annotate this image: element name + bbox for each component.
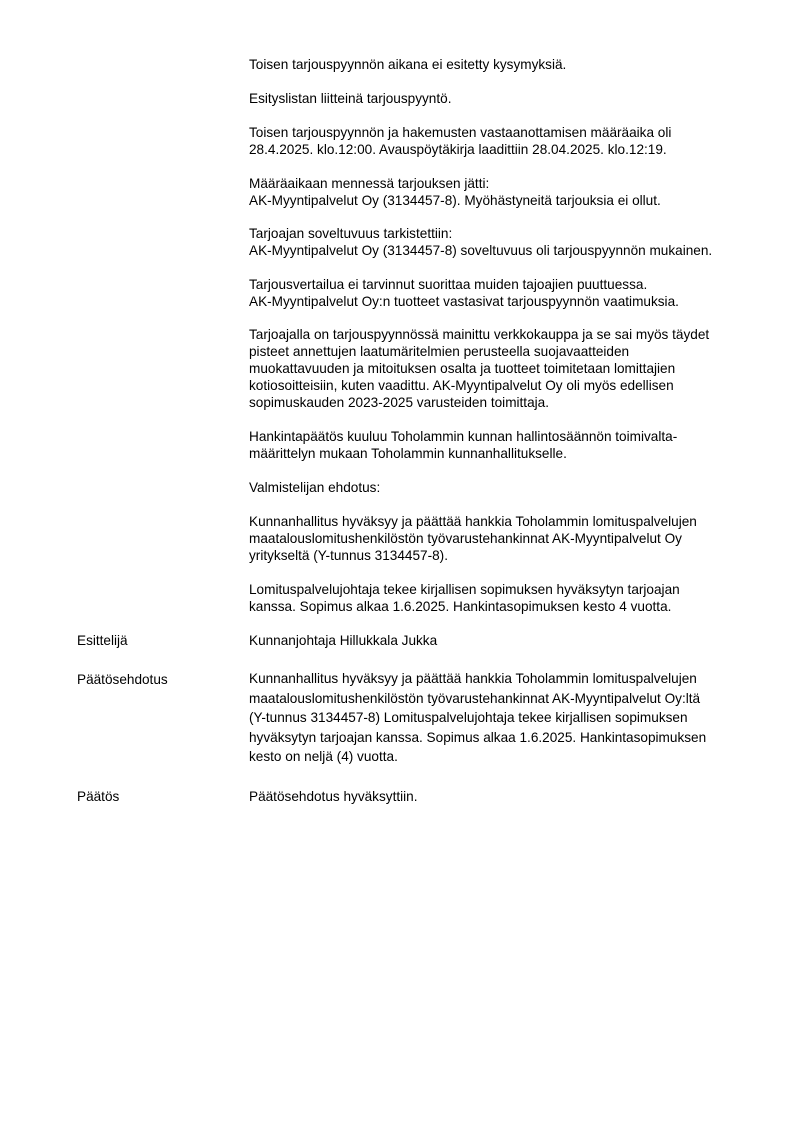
proposal-line: Kunnanhallitus hyväksyy ja päättää hankkia Toholammin lomituspalvelujen [249,671,697,686]
paragraph-line: Tarjoajan soveltuvuus tarkistettiin: [249,226,453,241]
paragraph-line: määrittelyn mukaan Toholammin kunnanhallitukselle. [249,446,567,461]
paragraph-line: AK-Myyntipalvelut Oy:n tuotteet vastasivat tarjouspyynnön vaatimuksia. [249,294,679,309]
paragraph-line: Lomituspalvelujohtaja tekee kirjallisen sopimuksen hyväksytyn tarjoajan [249,582,680,597]
paragraph-line: Hankintapäätös kuuluu Toholammin kunnan hallintosäännön toimivalta- [249,429,678,444]
paragraph-bids-received [249,175,759,209]
paragraph-line: muokattavuuden ja mitoituksen osalta ja tuotteet toimitetaan lomittajien [249,361,676,376]
paragraph-authority [249,428,759,462]
decision-proposal-text [249,669,759,767]
paragraph-line: Tarjoajalla on tarjouspyynnössä mainittu verkkokauppa ja se sai myös täydet [249,327,710,342]
paragraph-suitability [249,225,759,259]
presenter-label: Esittelijä [77,633,128,648]
paragraph-line: Esityslistan liitteinä tarjouspyyntö. [249,91,452,106]
paragraph-comparison [249,276,759,310]
paragraph-line: Valmistelijan ehdotus: [249,480,381,495]
paragraph-line: AK-Myyntipalvelut Oy (3134457-8) soveltuvuus oli tarjouspyynnön mukainen. [249,243,713,258]
paragraph-no-questions [249,56,759,73]
paragraph-line: kotiosoitteisiin, kuten vaadittu. AK-Myyntipalvelut Oy oli myös edellisen [249,378,674,393]
presenter-name: Kunnanjohtaja Hillukkala Jukka [249,633,438,648]
paragraph-line: 28.4.2025. klo.12:00. Avauspöytäkirja laadittiin 28.04.2025. klo.12:19. [249,142,667,157]
paragraph-line: Kunnanhallitus hyväksyy ja päättää hankkia Toholammin lomituspalvelujen [249,514,697,529]
paragraph-line: Toisen tarjouspyynnön aikana ei esitetty kysymyksiä. [249,57,567,72]
paragraph-line: pisteet annettujen laatumäritelmien perusteella suojavaatteiden [249,344,630,359]
paragraph-deadline [249,124,759,158]
paragraph-line: Toisen tarjouspyynnön ja hakemusten vastaanottamisen määräaika oli [249,125,672,140]
proposal-line: (Y-tunnus 3134457-8) Lomituspalvelujohtaja tekee kirjallisen sopimuksen [249,710,688,725]
paragraph-contract [249,581,759,615]
paragraph-line: yritykseltä (Y-tunnus 3134457-8). [249,548,448,563]
decision-label: Päätös [77,789,120,804]
paragraph-line: Määräaikaan mennessä tarjouksen jätti: [249,176,490,191]
paragraph-attachments [249,90,759,107]
paragraph-preparer-heading [249,479,759,496]
decision-proposal-label: Päätösehdotus [77,672,168,687]
decision-value [249,788,759,805]
proposal-line: hyväksytyn tarjoajan kanssa. Sopimus alkaa 1.6.2025. Hankintasopimuksen [249,729,707,745]
paragraph-line: Tarjousvertailua ei tarvinnut suorittaa muiden tajoajien puuttuessa. [249,277,648,292]
presenter-value [249,632,759,649]
proposal-line: maatalouslomitushenkilöstön työvarustehankinnat AK-Myyntipalvelut Oy:ltä [249,690,701,706]
paragraph-line: kanssa. Sopimus alkaa 1.6.2025. Hankintasopimuksen kesto 4 vuotta. [249,599,672,614]
paragraph-line: maatalouslomitushenkilöstön työvarustehankinnat AK-Myyntipalvelut Oy [249,531,682,546]
paragraph-preparer-proposal [249,513,759,564]
paragraph-line: sopimuskauden 2023-2025 varusteiden toimittaja. [249,395,550,410]
decision-text: Päätösehdotus hyväksyttiin. [249,789,418,804]
paragraph-line: AK-Myyntipalvelut Oy (3134457-8). Myöhästyneitä tarjouksia ei ollut. [249,193,661,208]
proposal-line: kesto on neljä (4) vuotta. [249,749,398,764]
paragraph-webshop [249,326,759,411]
